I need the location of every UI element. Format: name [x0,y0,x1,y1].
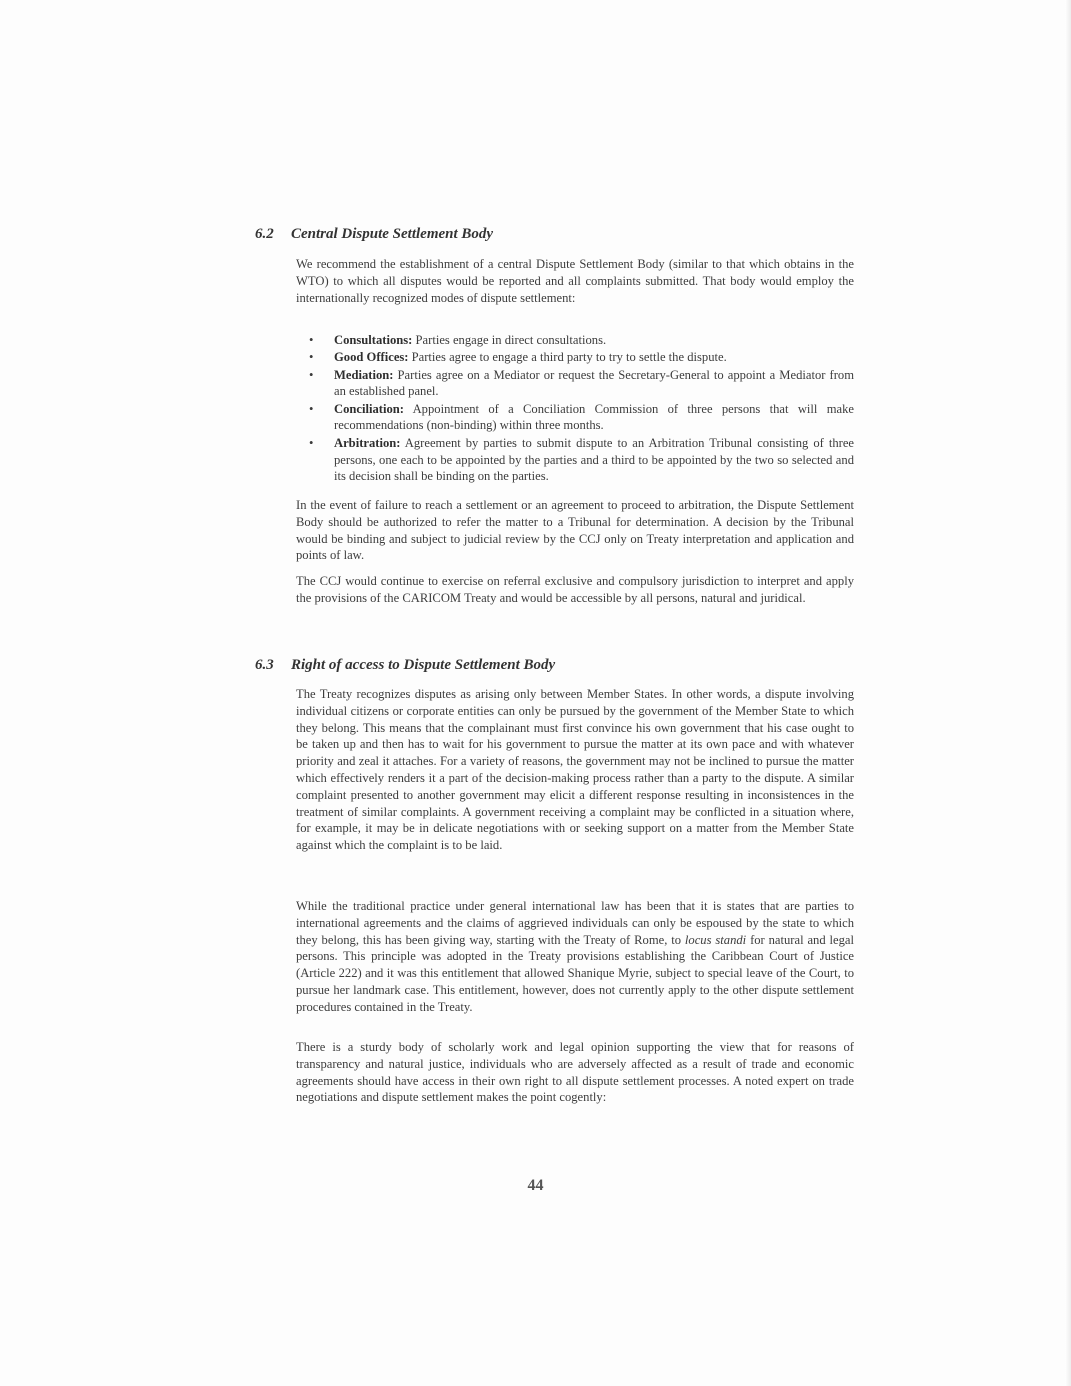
section-6-2-paragraph-tribunal: In the event of failure to reach a settlement or an agreement to proceed to arbitration, the Dispute Settlement Body should be authorized to refer the matter to a Tribunal for determination. A decision by the Tribunal would be binding and subject to judicial review by the CCJ only on Treaty interpretation and application and points of law. [296,498,854,563]
section-heading-6-3 [255,657,555,674]
section-6-2-paragraph-ccj: The CCJ would continue to exercise on referral exclusive and compulsory jurisdiction to interpret and apply the provisions of the CARICOM Treaty and would be accessible by all persons, natural and juridical. [296,574,854,605]
list-item-good-offices [296,349,854,366]
list-item-term: Consultations: [334,333,413,347]
paragraph-italic-term: locus standi [684,932,747,947]
section-title: Central Dispute Settlement Body [291,226,494,242]
list-item-consultations [296,332,854,349]
section-number: 6.3 [255,657,274,673]
bullet-icon: • [309,435,314,450]
bullet-icon: • [309,350,314,365]
section-6-3-paragraph-treaty: The Treaty recognizes disputes as arising only between Member States. In other words, a dispute involving individual citizens or corporate entities can only be pursued by the government of the Member State to which they belong. This means that the complainant must first convince his own government that his case ought to be taken up and then has to wait for his government to pursue the matter at its own pace and with whatever priority and zeal it attaches. For a variety of reasons, the government may not be inclined to pursue the matter which effectively renders it a part of the decision-making process rather than a party to the dispute. A similar complaint presented to another government may elicit a different response resulting in inconsistences in the treatment of similar complaints. A government receiving a complaint may be conflicted in a situation where, for example, it may be in delicate negotiations with or seeking support on a matter from the Member State against which the complaint is to be laid. [296,687,854,853]
list-item-text: Parties agree to engage a third party to try to settle the dispute. [408,350,727,365]
list-item-conciliation [296,401,854,435]
list-item-text: Parties agree on a Mediator or request the Secretary-General to appoint a Mediator from an established panel. [334,367,854,399]
list-item-arbitration [296,435,854,485]
section-title: Right of access to Dispute Settlement Body [291,657,556,673]
scan-edge [1065,0,1071,1386]
section-number: 6.2 [255,226,274,242]
bullet-icon: • [309,333,314,347]
bullet-icon: • [309,367,314,382]
page-number: 44 [527,1177,544,1194]
list-item-term: Mediation: [334,367,394,382]
dispute-settlement-modes-list [296,332,854,486]
section-6-3-paragraph-scholarly-work: There is a sturdy body of scholarly work and legal opinion supporting the view that for reasons of transparency and natural justice, individuals who are adversely affected as a result of trade and economic agreements should have access in their own right to all dispute settlement processes. A noted expert on trade negotiations and dispute settlement makes the point cogently: [296,1040,854,1105]
section-6-2-intro-paragraph: We recommend the establishment of a central Dispute Settlement Body (similar to that which obtains in the WTO) to which all disputes would be reported and all complaints submitted. That body would employ the internationally recognized modes of dispute settlement: [296,257,854,305]
bullet-icon: • [309,401,314,416]
paragraph-text: for natural and legal persons. This principle was adopted in the Treaty provisions establishing the Caribbean Court of Justice (Article 222) and it was this entitlement that allowed Shanique Myrie, subject to special leave of the Court, to pursue her landmark case. This entitlement, however, does not currently apply to the other dispute settlement procedures contained in the Treaty. [296,932,855,1014]
list-item-text: Parties engage in direct consultations. [412,333,607,347]
list-item-mediation [296,367,854,401]
section-heading-6-2 [255,226,493,243]
section-6-3-paragraph-traditional-practice [296,898,854,1016]
list-item-text: Agreement by parties to submit dispute to an Arbitration Tribunal consisting of three persons, one each to be appointed by the parties and a third to be appointed by the two so selected and its decision shall be binding on the parties. [334,435,854,484]
list-item-term: Arbitration: [334,435,401,450]
list-item-term: Conciliation: [334,401,404,416]
list-item-term: Good Offices: [334,350,409,365]
list-item-text: Appointment of a Conciliation Commission of three persons that will make recommendations (non-binding) within three months. [334,401,854,433]
paragraph-text: While the traditional practice under general international law has been that it is states that are parties to international agreements and the claims of aggrieved individuals can only be espoused by the state to which they belong, this has been giving way, starting with the Treaty of Rome, to [296,899,854,947]
